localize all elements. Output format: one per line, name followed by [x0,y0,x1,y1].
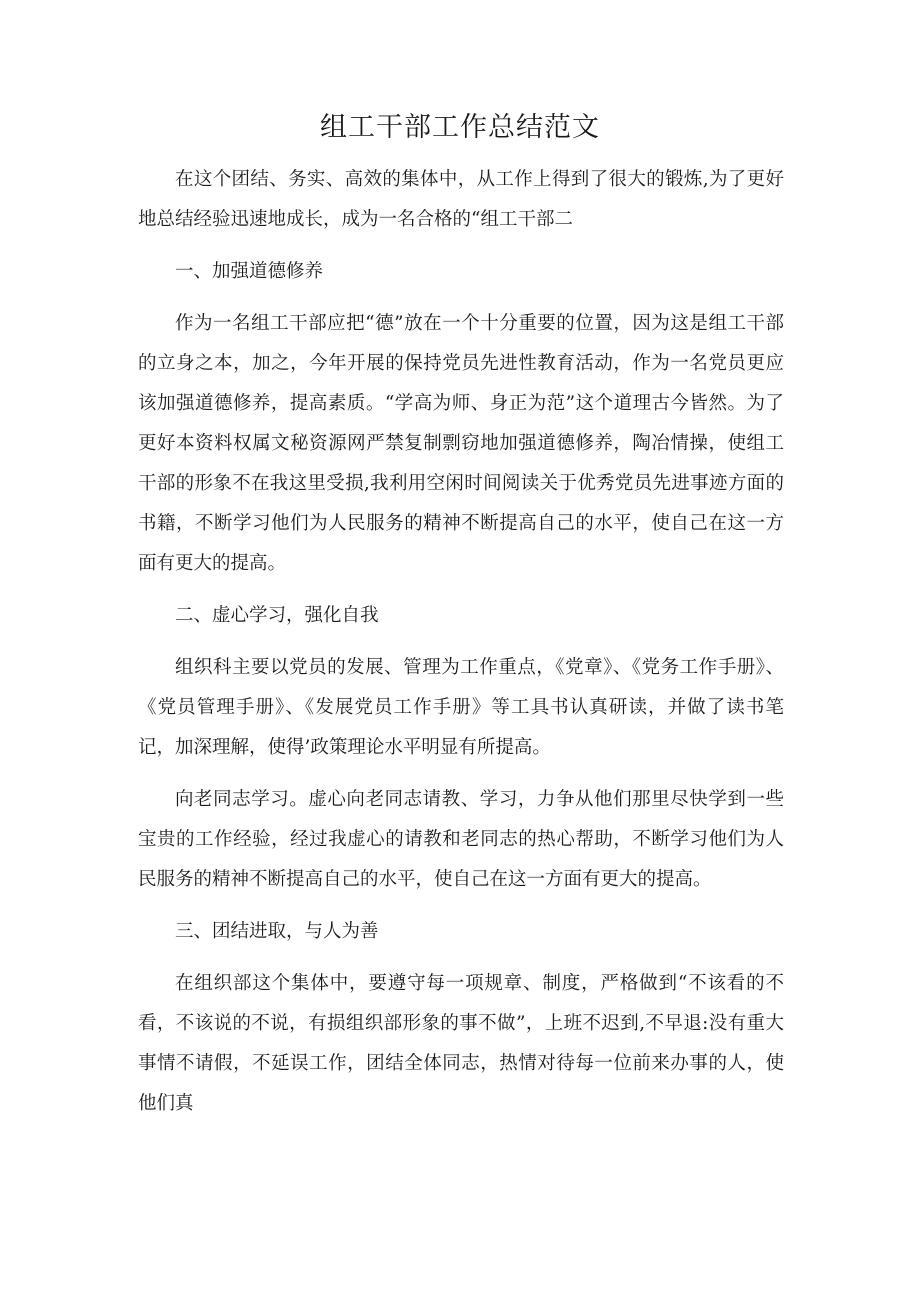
intro-paragraph: 在这个团结、务实、高效的集体中，从工作上得到了很大的锻炼,为了更好地总结经验迅速地成长，成为一名合格的“组工干部二 [138,169,784,230]
section-heading-2: 二、虚心学习，强化自我 [175,605,379,626]
section-heading-3: 三、团结进取，与人为善 [175,921,379,942]
section-2-paragraph-1: 组织科主要以党员的发展、管理为工作重点，《党章》、《党务工作手册》、《党员管理手册》、《发展党员工作手册》等工具书认真研读，并做了读书笔记，加深理解，使得’政策理论水平明显有所提高。 [138,657,784,758]
section-3-paragraph: 在组织部这个集体中，要遵守每一项规章、制度，严格做到“不该看的不看，不该说的不说，有损组织部形象的事不做”，上班不迟到,不早退:没有重大事情不请假，不延误工作，团结全体同志，热情对待每一位前来办事的人，使他们真 [138,973,784,1114]
section-1-paragraph: 作为一名组工干部应把“德”放在一个十分重要的位置，因为这是组工干部的立身之本，加之，今年开展的保持党员先进性教育活动，作为一名党员更应该加强道德修养，提高素质。“学高为师、身正为范”这个道理古今皆然。为了更好本资料权属文秘资源网严禁复制剽窃地加强道德修养，陶冶情操，使组工干部的形象不在我这里受损,我利用空闲时间阅读关于优秀党员先进事迹方面的书籍，不断学习他们为人民服务的精神不断提高自己的水平，使自己在这一方面有更大的提高。 [138,313,784,574]
document-title: 组工干部工作总结范文 [320,112,600,143]
document-body [138,160,784,1136]
section-heading-1: 一、加强道德修养 [175,261,324,282]
section-2-paragraph-2: 向老同志学习。虚心向老同志请教、学习，力争从他们那里尽快学到一些宝贵的工作经验，经过我虚心的请教和老同志的热心帮助，不断学习他们为人民服务的精神不断提高自己的水平，使自己在这一方面有更大的提高。 [138,789,784,890]
